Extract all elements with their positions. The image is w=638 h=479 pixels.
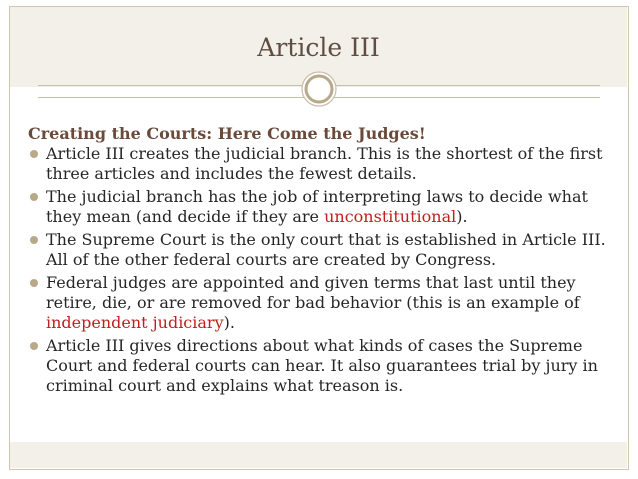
bullet-text-end: ).	[223, 313, 235, 332]
slide-content	[28, 124, 618, 399]
bullet-item	[28, 230, 618, 270]
bullet-item	[28, 336, 618, 396]
bullet-text-end: ).	[456, 207, 468, 226]
dot-bullet-icon	[30, 193, 38, 201]
bottom-band	[10, 442, 627, 468]
bullet-text: Article III gives directions about what kinds of cases the Supreme Court and federal courts can hear. It also guarantees trial by jury in criminal court and explains what treason is.	[46, 336, 598, 395]
term-independent-judiciary: independent judiciary	[46, 313, 224, 332]
slide-title: Article III	[257, 33, 380, 62]
term-unconstitutional: unconstitutional	[324, 207, 457, 226]
bullet-text: Article III creates the judicial branch. This is the shortest of the first three articles and includes the fewest details.	[46, 144, 603, 183]
bullet-list	[28, 144, 618, 396]
bullet-item	[28, 144, 618, 184]
section-heading: Creating the Courts: Here Come the Judges!	[28, 124, 426, 143]
dot-bullet-icon	[30, 279, 38, 287]
bullet-item	[28, 187, 618, 227]
ring-ornament-icon	[301, 71, 337, 107]
bullet-item	[28, 273, 618, 333]
bullet-text: Federal judges are appointed and given terms that last until they retire, die, or are removed for bad behavior (this is an example of	[46, 273, 580, 312]
dot-bullet-icon	[30, 236, 38, 244]
bullet-text: The Supreme Court is the only court that is established in Article III. All of the other federal courts are created by Congress.	[46, 230, 606, 269]
bullet-text: The judicial branch has the job of interpreting laws to decide what they mean (and decide if they are	[46, 187, 588, 226]
dot-bullet-icon	[30, 342, 38, 350]
dot-bullet-icon	[30, 150, 38, 158]
